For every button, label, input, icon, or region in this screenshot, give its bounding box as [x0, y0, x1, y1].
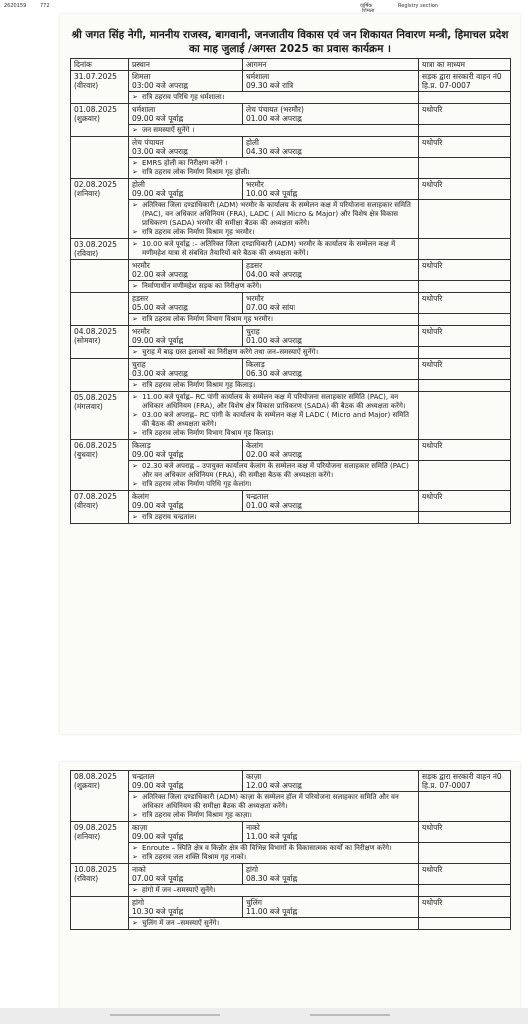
arrival-cell — [243, 71, 419, 92]
schedule-row — [71, 359, 511, 380]
top-right2: Registry section — [398, 3, 439, 9]
travel-mode-cell: यथोपरि — [419, 491, 511, 512]
arrival-cell — [243, 326, 419, 347]
notes-cell — [129, 125, 419, 137]
empty-mode-cell — [419, 239, 511, 260]
header-arrival: आगमन — [243, 59, 419, 71]
departure-time: 09.00 बजे पूर्वाह्न — [132, 450, 184, 459]
weekday-value: (मंगलवार) — [74, 402, 103, 411]
arrival-cell — [243, 864, 419, 885]
departure-time: 09.00 बजे पूर्वाह्न — [132, 336, 184, 345]
departure-place: किलाड़ — [132, 441, 151, 450]
notes-cell — [129, 158, 419, 179]
header-departure: प्रस्थान — [129, 59, 243, 71]
departure-time: 05.00 बजे अपराह्न — [132, 303, 188, 312]
departure-time: 10.30 बजे पूर्वाह्न — [132, 907, 184, 916]
notes-row — [71, 792, 511, 822]
note-item: ➢ चुलिंग में जन –समस्याऐं सुनेंगे। — [132, 919, 415, 928]
header-travel-mode: यात्रा का माध्यम — [419, 59, 511, 71]
date-cell — [71, 326, 129, 359]
departure-time: 03.00 बजे अपराह्न — [132, 147, 188, 156]
departure-place: लेच पंचायत — [132, 138, 164, 147]
weekday-value: (शनिवार) — [74, 189, 101, 198]
date-value: 10.08.2025 — [74, 865, 117, 874]
date-cell — [71, 239, 129, 260]
departure-place: भरमौर — [132, 327, 150, 336]
date-cell — [71, 104, 129, 137]
arrival-cell — [243, 260, 419, 281]
arrival-time: 12.00 बजे अपराह्न — [246, 781, 302, 790]
departure-cell — [129, 326, 243, 347]
arrival-cell — [243, 440, 419, 461]
note-item: ➢ 03.00 बजे अपराह्न– RC पांगी के कार्यालय के सम्मेलन कक्ष में LADC ( Micro and Major) समिति की बैठक की अध्यक्षता करेंगे। — [132, 411, 415, 429]
departure-place: भरमौर — [132, 261, 150, 270]
departure-place: चन्द्रताल — [132, 772, 155, 781]
arrival-place: नाको — [246, 823, 260, 832]
arrival-time: 01.00 बजे अपराह्न — [246, 114, 302, 123]
date-value: 09.08.2025 — [74, 823, 117, 832]
departure-time: 09.00 बजे पूर्वाह्न — [132, 832, 184, 841]
table-header-row — [71, 59, 511, 71]
notes-cell — [129, 281, 419, 293]
date-cell — [71, 179, 129, 239]
departure-cell — [129, 864, 243, 885]
empty-mode-cell — [419, 125, 511, 137]
notes-cell — [129, 92, 419, 104]
notes-cell — [129, 392, 419, 440]
weekday-value: (वीरवार) — [74, 501, 99, 510]
notes-row — [71, 158, 511, 179]
travel-mode-cell: यथोपरि — [419, 104, 511, 125]
date-cell — [71, 71, 129, 104]
travel-mode-cell: यथोपरि — [419, 137, 511, 158]
empty-mode-cell — [419, 918, 511, 930]
arrival-place: चन्द्रताल — [246, 492, 269, 501]
departure-place: होली — [132, 180, 145, 189]
departure-cell — [129, 491, 243, 512]
arrival-cell — [243, 359, 419, 380]
schedule-table-continued — [70, 770, 511, 930]
arrival-time: 04.00 बजे अपराह्न — [246, 270, 302, 279]
departure-time: 09.00 बजे पूर्वाह्न — [132, 189, 184, 198]
departure-cell — [129, 104, 243, 125]
arrival-time: 10.00 बजे पूर्वाह्न — [246, 189, 298, 198]
arrival-place: काज़ा — [246, 772, 262, 781]
departure-place: शिमला — [132, 72, 151, 81]
date-cell — [71, 392, 129, 440]
note-item: ➢ रात्रि ठहराव परिधि गृह धर्मशाला। — [132, 93, 415, 102]
arrival-cell — [243, 491, 419, 512]
departure-cell — [129, 260, 243, 281]
arrival-cell — [243, 897, 419, 918]
departure-place: धर्मशाला — [132, 105, 156, 114]
date-value: 01.08.2025 — [74, 105, 117, 114]
travel-mode-cell: यथोपरि — [419, 897, 511, 918]
date-cell — [71, 137, 129, 179]
schedule-row — [71, 239, 511, 260]
arrival-cell — [243, 822, 419, 843]
note-item: ➢ 11.00 बजे पूर्वाह्न– RC पांगी कार्यालय के सम्मेलन कक्ष में परियोजना सलाहकार समिति (PAC), वन अधिकार अधिनियम (FRA), और विशेष क्षेत्र विकास प्राधिकरण (SADA) की बैठक की अध्यक्षता करेंगे। — [132, 393, 415, 411]
arrival-time: 01.00 बजे अपराह्न — [246, 336, 302, 345]
nav-back-icon[interactable] — [110, 1014, 220, 1016]
notes-row — [71, 314, 511, 326]
schedule-table — [70, 58, 511, 524]
note-item: ➢ हांगो में जन –समस्याऐं सुनेंगे। — [132, 886, 415, 895]
notes-row — [71, 200, 511, 239]
notes-row — [71, 281, 511, 293]
notes-cell — [129, 314, 419, 326]
arrival-cell — [243, 293, 419, 314]
empty-mode-cell — [419, 792, 511, 822]
arrival-place: किलाड़ — [246, 360, 265, 369]
top-right1: वार्षिक — [360, 3, 373, 9]
empty-mode-cell — [419, 200, 511, 239]
note-item: ➢ अतिरिक्त जिला दण्डाधिकारी (ADM) काज़ा के सम्मेलन हॉल में परियोजना सलाहकार समिति और वन अधिकार अधिनियम की समीक्षा बैठक की अध्यक्षता करेंगे। — [132, 793, 415, 811]
notes-row — [71, 512, 511, 524]
departure-cell — [129, 71, 243, 92]
notes-cell — [129, 885, 419, 897]
note-item: ➢ 10.00 बजे पूर्वाह्न :– अतिरिक्त जिला दण्डाधिकारी (ADM) भरमौर के कार्यालय के सम्मेलन कक्ष में मणीमहेश यात्रा से संबधित तैयारियों बारे बैठक की अध्यक्षता करेंगे। — [132, 240, 415, 258]
note-item: ➢ रात्रि ठहराव चन्द्रताल। — [132, 513, 415, 522]
schedule-row — [71, 392, 511, 440]
date-value: 03.08.2025 — [74, 240, 117, 249]
notes-cell — [129, 512, 419, 524]
note-item: ➢ EMRS होली का निरीक्षण करेंगे । — [132, 159, 415, 168]
travel-mode-cell: यथोपरि — [419, 260, 511, 281]
schedule-row — [71, 260, 511, 281]
empty-mode-cell — [419, 314, 511, 326]
notes-row — [71, 92, 511, 104]
weekday-value: (बुधवार) — [74, 450, 98, 459]
note-item: ➢ 02.30 बजे अपराह्न – उपायुक्त कार्यालय केलांग के सम्मेलन कक्ष में परियोजना सलाहकार समिति (PAC) और वन अधिकार अधिनियम (FRA), की समीक्षा बैठक की अध्यक्षता करेंगे। — [132, 462, 415, 480]
weekday-value: (सोमवार) — [74, 336, 101, 345]
date-cell — [71, 293, 129, 326]
notes-cell — [129, 918, 419, 930]
arrival-place: चुराह — [246, 327, 260, 336]
note-item: ➢ निर्माणाधीन मणीमहेश सड़क का निरीक्षण करेंगे। — [132, 282, 415, 291]
travel-mode-cell: यथोपरि — [419, 822, 511, 843]
note-item: ➢ रात्रि ठहराव लोक निर्माण विभाग विश्राम गृह भरमौर। — [132, 315, 415, 324]
empty-mode-cell — [419, 347, 511, 359]
notes-row — [71, 380, 511, 392]
top-strip — [0, 0, 528, 14]
departure-cell — [129, 897, 243, 918]
departure-cell — [129, 440, 243, 461]
weekday-value: (रविवार) — [74, 249, 99, 258]
schedule-row — [71, 293, 511, 314]
schedule-row — [71, 897, 511, 918]
empty-mode-cell — [419, 843, 511, 864]
notes-cell — [129, 200, 419, 239]
departure-place: हांगो — [132, 898, 145, 907]
arrival-place: लेच पंचायत (भरमौर) — [246, 105, 304, 114]
arrival-time: 08.30 बजे पूर्वाह्न — [246, 874, 298, 883]
travel-mode-cell: सड़क द्वारा सरकारी वाहन नं0 हि.प्र. 07-0007 — [419, 71, 511, 92]
schedule-row — [71, 137, 511, 158]
weekday-value: (शुक्रवार) — [74, 114, 100, 123]
notes-cell — [129, 239, 419, 260]
weekday-value: (शनिवार) — [74, 832, 101, 841]
departure-cell — [129, 771, 243, 792]
notes-row — [71, 125, 511, 137]
schedule-row — [71, 440, 511, 461]
travel-mode-cell: यथोपरि — [419, 293, 511, 314]
departure-place: चुराह — [132, 360, 146, 369]
empty-mode-cell — [419, 158, 511, 179]
departure-time: 09.00 बजे पूर्वाह्न — [132, 781, 184, 790]
notes-cell — [129, 843, 419, 864]
note-item: ➢ Enroute – स्पिति क्षेत्र व किन्नौर क्षेत्र की विभिन्न विभागों के विकासात्मक कार्यों का निरीक्षण करेंगे। — [132, 844, 415, 853]
departure-place: नाको — [132, 865, 146, 874]
notes-row — [71, 347, 511, 359]
schedule-row — [71, 179, 511, 200]
note-item: ➢ रात्रि ठहराव लोक निर्माण विश्राम गृह होली। — [132, 168, 415, 177]
schedule-row — [71, 822, 511, 843]
schedule-row — [71, 491, 511, 512]
empty-mode-cell — [419, 392, 511, 440]
date-cell — [71, 897, 129, 930]
note-item: ➢ रात्रि ठहराव लोक निर्माण परिधि गृह केलांग। — [132, 480, 415, 489]
date-cell — [71, 864, 129, 897]
document-title: श्री जगत सिंह नेगी, माननीय राजस्व, बागवानी, जनजातीय विकास एवं जन शिकायत निवारण मन्त्री, हिमाचल प्रदेश का माह जुलाई /अगस्त 2025 का प्रवास कार्यक्रम । — [71, 29, 509, 55]
note-item: ➢ चुराह में बाढ़ ग्रस्त इलाकों का निरीक्षण करेंगे तथा जन–समस्याऐं सुनेंगे। — [132, 348, 415, 357]
departure-place: केलांग — [132, 492, 150, 501]
departure-time: 09.00 बजे पूर्वाह्न — [132, 114, 184, 123]
travel-mode-cell: सड़क द्वारा सरकारी वाहन नं0 हि.प्र. 07-0007 — [419, 771, 511, 792]
date-value: 08.08.2025 — [74, 772, 117, 781]
departure-cell — [129, 137, 243, 158]
note-item: ➢ रात्रि ठहराव लोक निर्माण विश्राम गृह भरमौर। — [132, 228, 415, 237]
empty-mode-cell — [419, 92, 511, 104]
notes-row — [71, 461, 511, 491]
header-date: दिनांक — [71, 59, 129, 71]
departure-time: 09.00 बजे पूर्वाह्न — [132, 501, 184, 510]
date-cell — [71, 771, 129, 822]
departure-time: 03:00 बजे अपराह्न — [132, 81, 188, 90]
notes-cell — [129, 461, 419, 491]
arrival-place: चुलिंग — [246, 898, 263, 907]
notes-row — [71, 885, 511, 897]
travel-mode-cell: यथोपरि — [419, 359, 511, 380]
top-col2: 772 — [40, 3, 50, 9]
weekday-value: (रविवार) — [74, 874, 99, 883]
notes-row — [71, 918, 511, 930]
document-page-1 — [60, 14, 520, 734]
note-item: ➢ अतिरिक्त जिला दण्डाधिकारी (ADM) भरमौर के कार्यालय के सम्मेलन कक्ष में परियोजना सलाहकार समिति (PAC), वन अधिकार अधिनियम (FRA), LADC ( All Micro & Major) और विशेष क्षेत्र विकास प्राधिकरण (SADA) भरमौर की समीक्षा बैठक की अध्यक्षता करेंगे। — [132, 201, 415, 228]
top-code: 2620159 — [4, 3, 27, 9]
departure-cell — [129, 822, 243, 843]
departure-time: 03.00 बजे अपराह्न — [132, 369, 188, 378]
arrival-time: 11.00 बजे पूर्वाह्न — [246, 907, 298, 916]
notes-cell — [129, 380, 419, 392]
travel-mode-cell: यथोपरि — [419, 440, 511, 461]
empty-mode-cell — [419, 461, 511, 491]
weekday-value: (शुक्रवार) — [74, 781, 100, 790]
arrival-place: केलांग — [246, 441, 264, 450]
date-cell — [71, 260, 129, 293]
weekday-value: (वीरवार) — [74, 81, 99, 90]
schedule-row — [71, 71, 511, 92]
departure-place: काज़ा — [132, 823, 148, 832]
notes-row — [71, 843, 511, 864]
date-cell — [71, 491, 129, 524]
travel-mode-cell: यथोपरि — [419, 179, 511, 200]
date-value: 04.08.2025 — [74, 327, 117, 336]
date-cell — [71, 359, 129, 392]
date-cell — [71, 440, 129, 491]
document-page-2 — [60, 762, 520, 1024]
travel-mode-cell: यथोपरि — [419, 326, 511, 347]
empty-mode-cell — [419, 380, 511, 392]
arrival-place: भरमौर — [246, 294, 264, 303]
arrival-time: 09.30 बजे रात्रि — [246, 81, 294, 90]
departure-cell — [129, 359, 243, 380]
arrival-time: 06.30 बजे अपराह्न — [246, 369, 302, 378]
note-item: ➢ जन समस्याऐं सुनेंगे । — [132, 126, 415, 135]
notes-cell — [129, 347, 419, 359]
empty-mode-cell — [419, 885, 511, 897]
date-value: 06.08.2025 — [74, 441, 117, 450]
date-value: 07.08.2025 — [74, 492, 117, 501]
departure-cell — [129, 293, 243, 314]
note-item: ➢ रात्रि ठहराव लोक निर्माण विभाग विश्राम गृह किलाड़। — [132, 429, 415, 438]
nav-home-icon[interactable] — [310, 1014, 390, 1016]
arrival-cell — [243, 104, 419, 125]
date-cell — [71, 822, 129, 864]
note-item: ➢ रात्रि ठहराव लोक निर्माण विश्राम गृह किलाड़। — [132, 381, 415, 390]
arrival-place: हांगो — [246, 865, 259, 874]
arrival-place: हडसर — [246, 261, 263, 270]
departure-place: हडसर — [132, 294, 149, 303]
arrival-time: 01.00 बजे अपराह्न — [246, 501, 302, 510]
arrival-time: 04.30 बजे अपराह्न — [246, 147, 302, 156]
empty-mode-cell — [419, 281, 511, 293]
arrival-place: धर्मशाला — [246, 72, 270, 81]
empty-mode-cell — [419, 512, 511, 524]
departure-cell — [129, 179, 243, 200]
schedule-row — [71, 104, 511, 125]
arrival-time: 02.00 बजे अपराह्न — [246, 450, 302, 459]
top-right3: शिमला — [362, 8, 375, 14]
schedule-row — [71, 864, 511, 885]
system-nav-bar — [0, 1008, 528, 1024]
date-value: 05.08.2025 — [74, 393, 117, 402]
travel-mode-cell: यथोपरि — [419, 864, 511, 885]
schedule-row — [71, 326, 511, 347]
note-item: ➢ रात्रि ठहराव जल शक्ति विश्राम गृह नाको। — [132, 853, 415, 862]
arrival-cell — [243, 771, 419, 792]
departure-time: 02.00 बजे अपराह्न — [132, 270, 188, 279]
arrival-time: 07.00 बजे सांयः — [246, 303, 295, 312]
date-value: 02.08.2025 — [74, 180, 117, 189]
notes-cell — [129, 792, 419, 822]
arrival-cell — [243, 137, 419, 158]
date-value: 31.07.2025 — [74, 72, 117, 81]
arrival-place: भरमौर — [246, 180, 264, 189]
note-item: ➢ रात्रि ठहराव लोक निर्माण विश्राम गृह काज़ा। — [132, 811, 415, 820]
arrival-time: 11.00 बजे पूर्वाह्न — [246, 832, 298, 841]
arrival-place: होली — [246, 138, 259, 147]
departure-time: 07.00 बजे पूर्वाह्न — [132, 874, 184, 883]
schedule-row — [71, 771, 511, 792]
arrival-cell — [243, 179, 419, 200]
